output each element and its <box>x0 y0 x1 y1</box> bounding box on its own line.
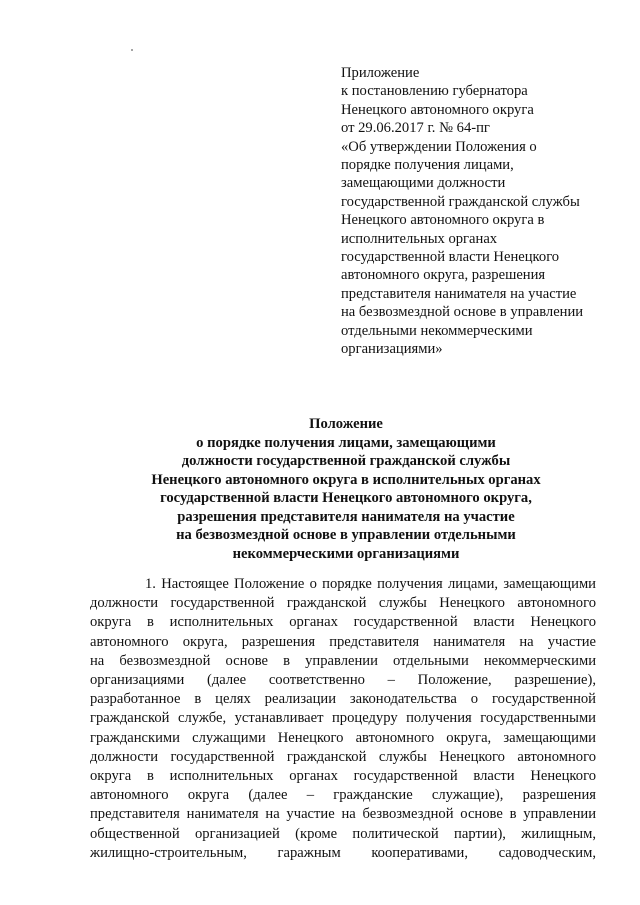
paragraph-line: гражданской службе, устанавливает процедуру получения государственными <box>90 710 596 727</box>
appendix-line: от 29.06.2017 г. № 64-пг <box>341 120 490 137</box>
document-title <box>96 415 596 563</box>
appendix-line: Приложение <box>341 65 420 81</box>
paragraph-line: на безвозмездной основе в управлении отдельными некоммерческими <box>90 652 596 669</box>
paragraph-line: гражданскими служащими Ненецкого автономного округа, замещающими <box>90 729 596 746</box>
appendix-line: автономного округа, разрешения <box>341 267 546 284</box>
appendix-line: отдельными некоммерческими <box>341 322 533 339</box>
appendix-header <box>341 64 631 359</box>
paragraph-line: должности государственной гражданской службы Ненецкого автономного <box>90 748 596 765</box>
appendix-line: государственной власти Ненецкого <box>341 249 560 266</box>
paragraph-line: автономного округа (далее – гражданские служащие), разрешения <box>90 787 596 804</box>
appendix-line: Ненецкого автономного округа в <box>341 212 545 229</box>
title-line: Положение <box>309 416 383 432</box>
appendix-line: организациями» <box>341 341 443 358</box>
title-line: государственной власти Ненецкого автономного округа, <box>160 490 532 506</box>
paragraph-line: организациями (далее соответственно – Положение, разрешение), <box>90 672 596 689</box>
scan-speck <box>131 49 133 51</box>
appendix-line: на безвозмездной основе в управлении <box>341 304 584 321</box>
appendix-line: исполнительных органах <box>341 230 498 247</box>
appendix-line: замещающими должности <box>341 175 506 192</box>
paragraph-line: жилищно-строительным, гаражным кооперативами, садоводческим, <box>90 844 596 861</box>
paragraph-line: автономного округа, разрешения представителя нанимателя на участие <box>90 633 596 650</box>
paragraph-1 <box>90 575 596 863</box>
title-line: некоммерческими организациями <box>232 545 460 562</box>
title-line: разрешения представителя нанимателя на участие <box>177 508 515 525</box>
appendix-line: к постановлению губернатора <box>341 83 528 100</box>
title-line: Ненецкого автономного округа в исполнительных органах <box>151 471 541 488</box>
paragraph-line: должности государственной гражданской службы Ненецкого автономного <box>90 595 596 612</box>
paragraph-line: разработанное в целях реализации законодательства о государственной <box>90 691 596 708</box>
paragraph-line: округа в исполнительных органах государственной власти Ненецкого <box>90 768 596 785</box>
paragraph-line: 1. Настоящее Положение о порядке получения лицами, замещающими <box>145 576 596 592</box>
paragraph-line: представителя нанимателя на участие на безвозмездной основе в управлении <box>90 806 596 823</box>
paragraph-line: округа в исполнительных органах государственной власти Ненецкого <box>90 614 596 631</box>
appendix-line: государственной гражданской службы <box>341 193 580 210</box>
title-line: на безвозмездной основе в управлении отдельными <box>176 527 516 543</box>
appendix-line: представителя нанимателя на участие <box>341 285 577 302</box>
paragraph-line: общественной организацией (кроме политической партии), жилищным, <box>90 825 596 842</box>
title-line: должности государственной гражданской службы <box>181 453 511 469</box>
appendix-line: порядке получения лицами, <box>341 157 514 174</box>
appendix-line: «Об утверждении Положения о <box>341 138 537 155</box>
appendix-line: Ненецкого автономного округа <box>341 101 534 118</box>
title-line: о порядке получения лицами, замещающими <box>196 434 496 451</box>
